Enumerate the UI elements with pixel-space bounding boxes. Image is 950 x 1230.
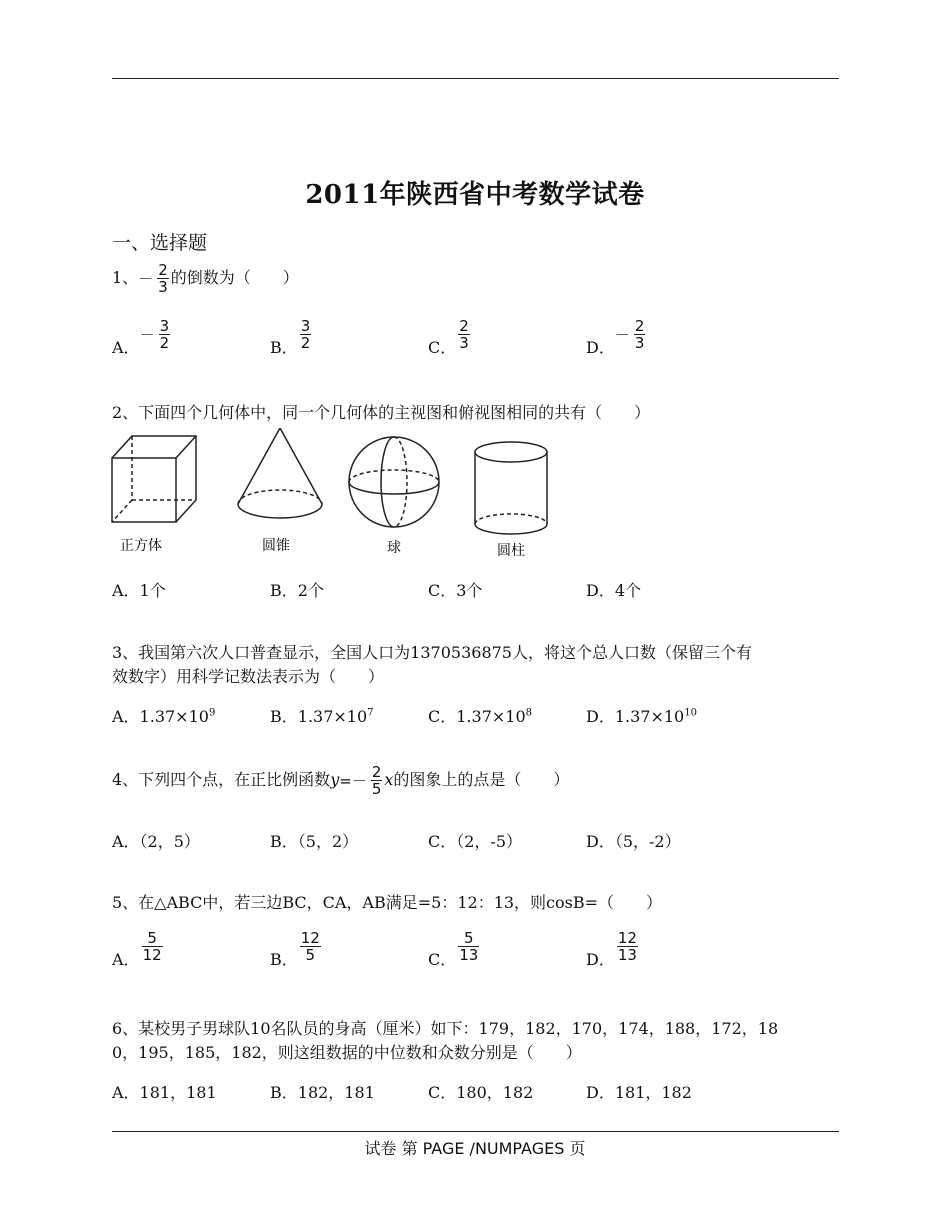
q2-option-c: C．3个 (428, 581, 483, 600)
question-6-line-2: 0，195，185，182，则这组数据的中位数和众数分别是（ ） (112, 1043, 582, 1062)
cylinder-figure (475, 442, 547, 534)
figure-label: 圆柱 (497, 543, 525, 559)
q6-option-c: C．180，182 (428, 1083, 534, 1102)
question-3-line-1: 3、我国第六次人口普查显示，全国人口为1370536875人，将这个总人口数（保留三个有 (112, 643, 752, 662)
page-title: 2011年陕西省中考数学试卷 (305, 180, 645, 210)
question-4: 4、下列四个点，在正比例函数y=－ $\frac{2}{5}$ x的图象上的点是（ ） (112, 763, 570, 798)
q2-option-a: A．1个 (112, 581, 166, 600)
page-footer: 试卷 第 PAGE /NUMPAGES 页 (364, 1139, 586, 1158)
q2-option-d: D．4个 (586, 581, 642, 600)
q5-option-c: C． $\frac{5}{13}$ (428, 929, 479, 969)
q6-option-d: D．181，182 (586, 1083, 692, 1102)
question-3-line-2: 效数字）用科学记数法表示为（ ） (112, 667, 385, 686)
q5-option-a: A． $\frac{5}{12}$ (112, 929, 162, 969)
q6-option-a: A．181，181 (112, 1083, 217, 1102)
figure-label: 正方体 (120, 538, 162, 554)
q1-option-a: A．－ $\frac{3}{2}$ (112, 317, 170, 357)
geometry-figures (108, 428, 568, 563)
fraction: $\frac{2}{3}$ (158, 261, 168, 296)
q4-option-c: C．（2，-5） (428, 832, 523, 851)
q3-option-a: A．$1.37\times 10^9$ (112, 707, 216, 726)
section-heading: 一、选择题 (112, 232, 208, 254)
header-rule (112, 78, 839, 79)
question-2: 2、下面四个几何体中，同一个几何体的主视图和俯视图相同的共有（ ） (112, 403, 651, 422)
q4-option-d: D．（5，-2） (586, 832, 681, 851)
q5-option-d: D． $\frac{12}{13}$ (586, 929, 637, 969)
cone-figure (238, 428, 322, 518)
q3-option-b: B．$1.37\times 10^7$ (270, 707, 374, 726)
figure-label: 圆锥 (262, 538, 290, 554)
q1-option-b: B． $\frac{3}{2}$ (270, 317, 311, 357)
q1-option-c: C． $\frac{2}{3}$ (428, 317, 469, 357)
question-6-line-1: 6、某校男子男球队10名队员的身高（厘米）如下：179，182，170，174，188，172，18 (112, 1019, 779, 1038)
footer-rule (112, 1131, 839, 1132)
q5-option-b: B． $\frac{12}{5}$ (270, 929, 320, 969)
sphere-figure (349, 437, 439, 527)
q4-option-b: B．（5，2） (270, 832, 359, 851)
q3-option-d: D．$1.37\times 10^{10}$ (586, 707, 697, 726)
question-1: 1、－ $\frac{2}{3}$ 的倒数为（ ） (112, 261, 299, 296)
q1-option-d: D．－ $\frac{2}{3}$ (586, 317, 645, 357)
q4-option-a: A．（2，5） (112, 832, 200, 851)
q6-option-b: B．182，181 (270, 1083, 375, 1102)
figure-label: 球 (387, 540, 401, 556)
q3-option-c: C．$1.37\times 10^8$ (428, 707, 533, 726)
question-5: 5、在△ABC中，若三边BC，CA，AB满足=5：12：13，则cosB=（ ） (112, 893, 663, 912)
cube-figure (112, 436, 196, 522)
q2-option-b: B．2个 (270, 581, 324, 600)
